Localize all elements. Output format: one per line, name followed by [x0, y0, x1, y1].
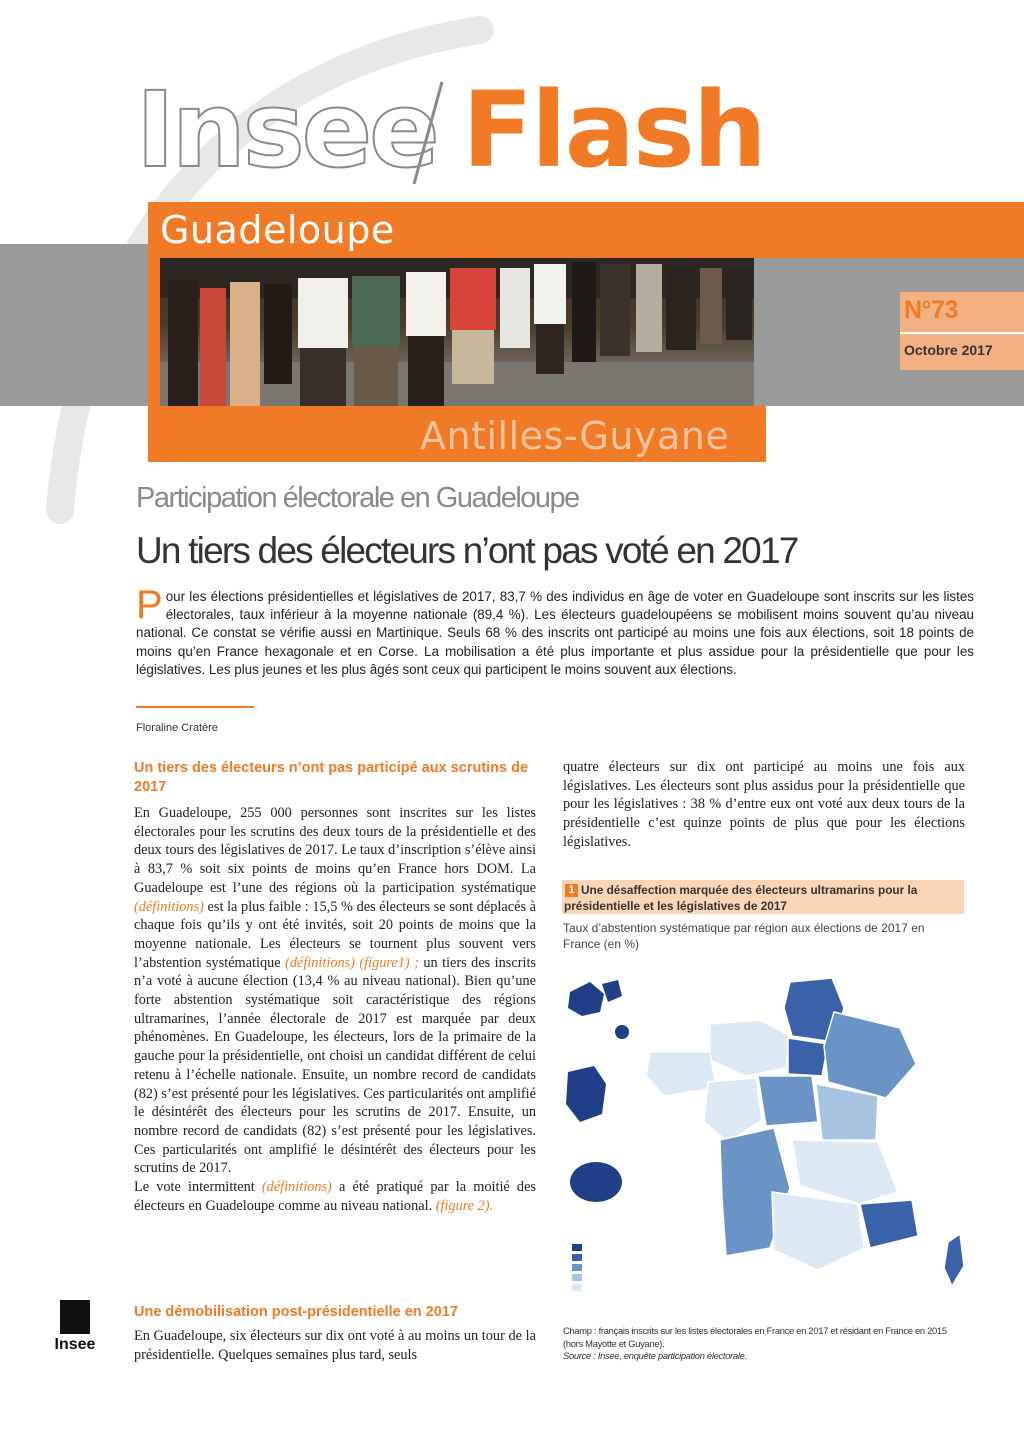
- issue-number: N°73: [904, 296, 958, 324]
- author-rule: [136, 706, 254, 708]
- lead-dropcap: P: [136, 583, 163, 627]
- issue-date: Octobre 2017: [904, 342, 993, 358]
- body-text-right-column: quatre électeurs sur dix ont participé au moins une fois aux législatives. Les électeurs sont plus assidus pour la présidentielle que pour les législatives : 38 % d’entre eux ont voté aux deux tours de la présidentielle c’est quinze points de plus que pour les élections législatives.: [563, 759, 965, 850]
- insee-logo-name: Insee: [54, 1336, 96, 1353]
- map-inset-reunion: [570, 1162, 622, 1202]
- lead-text: our les élections présidentielles et législatives de 2017, 83,7 % des individus en âge de voter en Guadeloupe sont inscrits sur les listes électorales, taux inférieur à la moyenne nationale (89,4 %). Les électeurs guadeloupéens se mobilisent moins souvent qu’au niveau national. Ce constat se vérifie aussi en Martinique. Seuls 68 % des inscrits ont participé au moins une fois aux élections, soit 18 points de moins qu’en France hexagonale et en Corse. La mobilisation a été plus importante et plus assidue pour la présidentielle que pour les législatives. Les plus jeunes et les plus âgés sont ceux qui participent le moins souvent aux élections.: [136, 589, 974, 677]
- insee-logo-mark: [60, 1300, 90, 1334]
- paragraph-presidential: En Guadeloupe, six électeurs sur dix ont voté à au moins un tour de la présidentielle. Quelques semaines plus tard, seuls: [134, 1328, 536, 1363]
- map-region-bretagne: [646, 1052, 716, 1096]
- abstention-map-france: [560, 972, 972, 1310]
- cover-photo-illustration: [160, 258, 754, 406]
- link-definitions-2[interactable]: (définitions): [261, 1179, 332, 1196]
- link-figure2[interactable]: (figure 2).: [435, 1197, 494, 1214]
- body-text-left-column: [134, 804, 536, 1215]
- brand-flash-wordmark: Flash: [462, 69, 765, 191]
- map-region-corse: [944, 1234, 964, 1286]
- paragraph-intermittent-cont: a été pratiqué par la moitié des électeurs en Guadeloupe comme au niveau national.: [134, 1179, 536, 1214]
- cover-photo-voters-queue: [160, 258, 754, 406]
- map-region-auvergne: [792, 1140, 898, 1204]
- section-title-participation: Un tiers des électeurs n’ont pas participé aux scrutins de 2017: [134, 760, 529, 795]
- figure-subtitle: Taux d’abstention systématique par région aux élections de 2017 en France (en %): [563, 921, 925, 951]
- map-inset-guadeloupe: [568, 980, 629, 1039]
- map-region-grand-est: [824, 1012, 916, 1098]
- map-inset-martinique: [566, 1066, 606, 1122]
- map-mainland: [646, 978, 964, 1286]
- figure-number: 1: [565, 884, 578, 897]
- figure-notes: [563, 1325, 967, 1363]
- paragraph-abstention: un tiers des inscrits n’a voté à aucune élection (13,4 % au niveau national). Bien qu’une forte abstention systématique soit caractéristique des régions ultramarines, l’année électorale de 2017 est marquée par deux phénomènes. En Guadeloupe, les électeurs, lors de la primaire de la gauche pour la présidentielle, ont choisi un candidat différent de celui retenu à l’échelle nationale. Ensuite, un nombre record de candidats (82) s’est présenté pour les législatives. Ces particularités ont amplifié le désintérêt des électeurs pour les scrutins de 2017. Ensuite, un nombre record de candidats (82) s’est présenté pour les législatives. Ces particularités ont amplifié le désintérêt des électeurs pour les scrutins de 2017.: [134, 954, 536, 1177]
- figure-note-scope: Champ : français inscrits sur les listes électorales en France en 2017 et résidant en France en 2015 (hors Mayotte et Guyane).: [563, 1325, 947, 1349]
- map-region-normandie: [710, 1020, 790, 1076]
- subregion-title: Antilles-Guyane: [420, 414, 730, 458]
- link-definitions[interactable]: (définitions): [134, 898, 204, 915]
- article-kicker: Participation électorale en Guadeloupe: [136, 482, 579, 514]
- masthead-grey-band: [0, 244, 160, 406]
- article-lead: [136, 583, 974, 679]
- article-headline: Un tiers des électeurs n’ont pas voté en 2017: [136, 530, 798, 571]
- brand-slash-decoration: [408, 78, 448, 188]
- map-region-ile-de-france: [788, 1038, 828, 1076]
- map-region-centre: [758, 1076, 818, 1126]
- brand-insee-wordmark: Insee: [136, 69, 437, 191]
- paragraph-registration-cont: est la plus faible : 15,5 % des électeurs se sont déplacés à chaque fois qu’ils y ont été invités, soit 20 points de moins que la moyenne nationale. Les électeurs se tournent plus souvent vers l’abstention systématique: [134, 898, 536, 971]
- insee-logo: [44, 1300, 106, 1370]
- region-title: Guadeloupe: [160, 208, 395, 252]
- map-region-occitanie: [772, 1192, 864, 1270]
- article-author: Floraline Cratère: [136, 722, 218, 734]
- issue-box-divider: [900, 332, 1024, 334]
- figure-source: Source : Insee, enquête participation électorale.: [563, 1350, 747, 1362]
- section-title-demobilisation: Une démobilisation post-présidentielle en 2017: [134, 1304, 458, 1320]
- link-definitions-figure1[interactable]: (définitions) (figure1) ;: [285, 954, 419, 971]
- paragraph-registration: En Guadeloupe, 255 000 personnes sont inscrites sur les listes électorales pour les scrutins des deux tours de la présidentielle et des deux tours des législatives de 2017. Le taux d’inscription s’élève ainsi à 83,7 % soit six points de moins qu’en France hors DOM. La Guadeloupe est l’une des régions où la participation systématique: [134, 805, 536, 896]
- map-region-paca: [860, 1200, 918, 1248]
- masthead-orange-edge: [148, 258, 160, 406]
- figure-title: Une désaffection marquée des électeurs ultramarins pour la présidentielle et les législatives de 2017: [564, 883, 918, 913]
- paragraph-intermittent: Le vote intermittent: [134, 1179, 255, 1196]
- map-legend: [572, 1244, 582, 1291]
